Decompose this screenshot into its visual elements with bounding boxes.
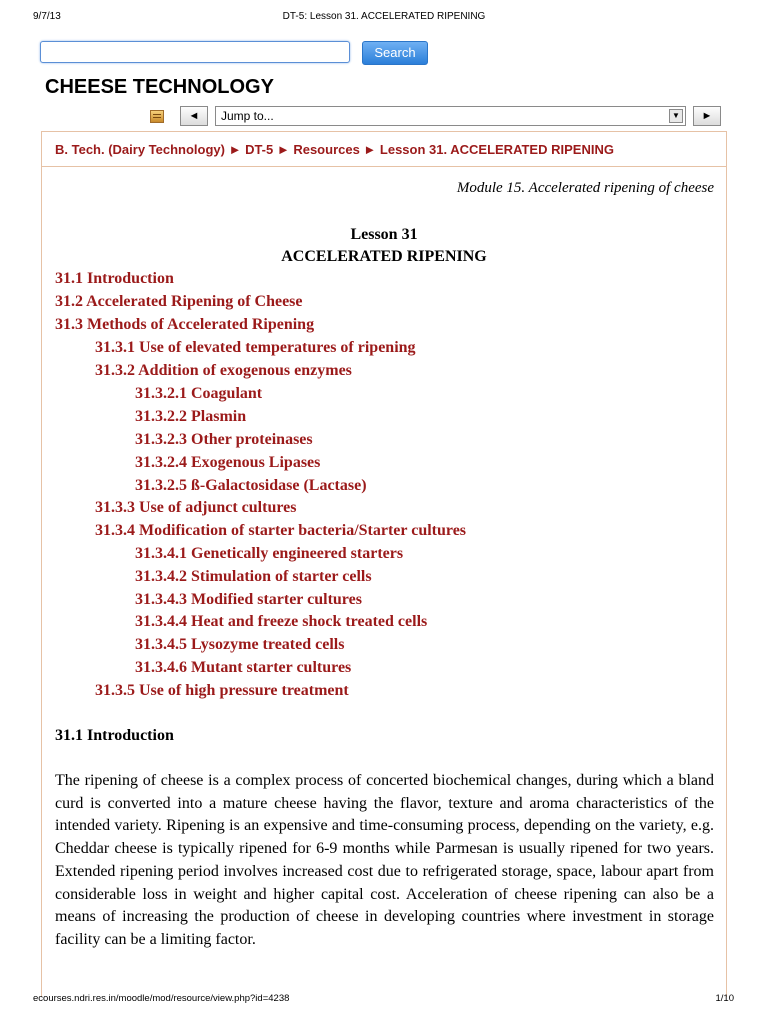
toc-link[interactable]: 31.3.2.5 ß-Galactosidase (Lactase)	[135, 477, 367, 494]
toc-link[interactable]: 31.3.2.3 Other proteinases	[135, 431, 313, 448]
print-date: 9/7/13	[33, 11, 61, 22]
breadcrumb[interactable]: B. Tech. (Dairy Technology) ► DT-5 ► Resources ► Lesson 31. ACCELERATED RIPENING	[55, 142, 614, 157]
breadcrumb-bar	[41, 131, 727, 167]
toc-link[interactable]: 31.3.4 Modification of starter bacteria/Starter cultures	[95, 522, 467, 539]
toc-link[interactable]: 31.3.2.2 Plasmin	[135, 408, 247, 425]
jump-to-label: Jump to...	[221, 109, 274, 123]
toc-link[interactable]: 31.3.2.1 Coagulant	[135, 385, 263, 402]
toc-link[interactable]: 31.3.4.4 Heat and freeze shock treated cells	[135, 613, 428, 630]
toc-link[interactable]: 31.3.3 Use of adjunct cultures	[95, 499, 297, 516]
print-header	[0, 0, 768, 26]
toc-link[interactable]: 31.3.2.4 Exogenous Lipases	[135, 454, 321, 471]
toc-link[interactable]: 31.2 Accelerated Ripening of Cheese	[55, 293, 303, 310]
chevron-down-icon[interactable]: ▼	[669, 109, 683, 123]
footer-url: ecourses.ndri.res.in/moodle/mod/resource/view.php?id=4238	[33, 993, 290, 1004]
body-paragraph: The ripening of cheese is a complex process of concerted biochemical changes, during which a bland curd is converted into a mature cheese having the flavor, texture and aroma characteristics of the intended variety. Ripening is an expensive and time-consuming process, depending on the variety, e.g. Cheddar cheese is typically ripened for 6-9 months while Parmesan is usually ripened for two years. Extended ripening period involves increased cost due to refrigerated storage, space, labour apart from considerable loss in weight and higher capital cost. Acceleration of cheese ripening can also be a means of increasing the production of cheese in developing countries where investment in storage facility can be a limiting factor.	[55, 772, 714, 948]
toc-link[interactable]: 31.3.2 Addition of exogenous enzymes	[95, 362, 352, 379]
search-input[interactable]	[40, 41, 350, 63]
resource-icon[interactable]	[150, 110, 164, 123]
toc-link[interactable]: 31.3.4.5 Lysozyme treated cells	[135, 636, 345, 653]
toc-link[interactable]: 31.3.4.1 Genetically engineered starters	[135, 545, 404, 562]
toc-link[interactable]: 31.3.5 Use of high pressure treatment	[95, 682, 349, 699]
toc-link[interactable]: 31.3.1 Use of elevated temperatures of ripening	[95, 339, 416, 356]
lesson-title: ACCELERATED RIPENING	[281, 248, 487, 265]
lesson-number: Lesson 31	[350, 226, 418, 243]
navigation-bar	[0, 104, 768, 128]
print-title: DT-5: Lesson 31. ACCELERATED RIPENING	[282, 11, 486, 22]
module-title: Module 15. Accelerated ripening of cheese	[456, 180, 714, 196]
page-number: 1/10	[715, 993, 734, 1004]
print-footer	[0, 990, 768, 1010]
section-heading: 31.1 Introduction	[55, 727, 174, 744]
toc-link[interactable]: 31.3 Methods of Accelerated Ripening	[55, 316, 315, 333]
toc-link[interactable]: 31.1 Introduction	[55, 270, 174, 287]
toc-link[interactable]: 31.3.4.6 Mutant starter cultures	[135, 659, 352, 676]
course-title: CHEESE TECHNOLOGY	[45, 76, 274, 98]
toc-link[interactable]: 31.3.4.3 Modified starter cultures	[135, 591, 362, 608]
toc-link[interactable]: 31.3.4.2 Stimulation of starter cells	[135, 568, 372, 585]
previous-button[interactable]: ◄	[180, 106, 208, 126]
next-button[interactable]: ►	[693, 106, 721, 126]
jump-to-select[interactable]	[215, 106, 686, 126]
search-button[interactable]: Search	[362, 41, 428, 65]
